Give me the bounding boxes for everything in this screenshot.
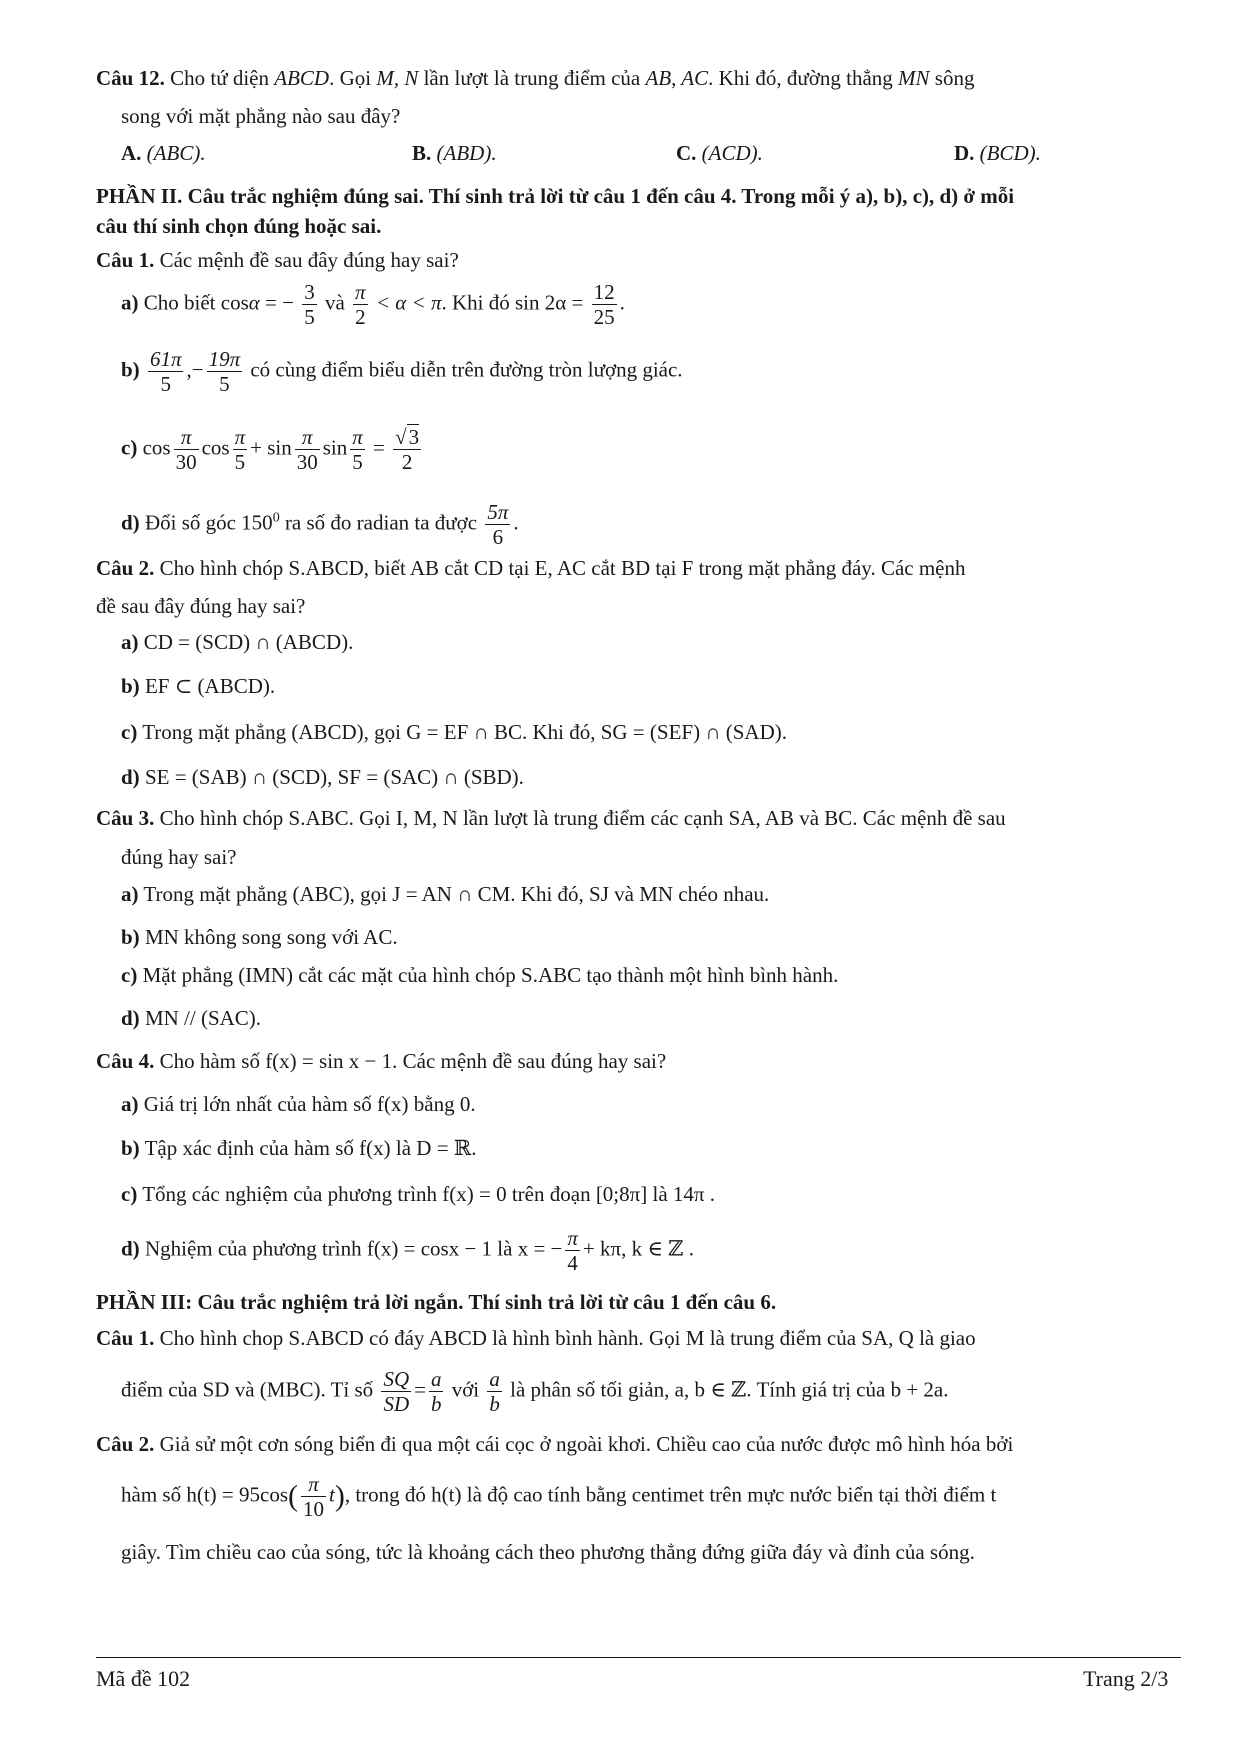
item-label: a)	[121, 290, 139, 315]
p2q2-line2: đề sau đây đúng hay sai?	[96, 594, 306, 618]
math-text: < α < π	[375, 290, 442, 315]
math-text: sin	[322, 435, 348, 460]
numerator: 19π	[208, 347, 241, 371]
question-text: , trong đó h(t) là độ cao tính bằng centimet trên mực nước biển tại thời điểm t	[344, 1482, 997, 1507]
numerator: SQ	[383, 1367, 410, 1391]
numerator: π	[355, 280, 366, 304]
option-d	[954, 141, 1041, 166]
question-text: điểm của SD và (MBC). Tỉ số	[121, 1377, 374, 1402]
question-text: Cho hàm số f(x) = sin x − 1. Các mệnh đề sau đúng hay sai?	[159, 1049, 667, 1073]
fraction	[350, 425, 365, 474]
denominator: 5	[219, 372, 230, 397]
math-text: cos	[201, 435, 230, 460]
item-text: MN // (SAC).	[144, 1006, 262, 1030]
question-text: Các mệnh đề sau đây đúng hay sai?	[159, 248, 459, 272]
question-text: Cho hình chop S.ABCD có đáy ABCD là hình bình hành. Gọi M là trung điểm của SA, Q là giao	[159, 1326, 976, 1350]
p2q4-item-c	[121, 1182, 715, 1206]
numerator: π	[352, 425, 363, 449]
item-label: d)	[121, 1236, 140, 1261]
item-label: b)	[121, 357, 140, 382]
fraction	[233, 425, 248, 474]
denominator: 30	[296, 450, 318, 475]
p2q3-item-b	[121, 925, 398, 949]
q12-line2: song với mặt phẳng nào sau đây?	[121, 104, 401, 128]
question-text: Giả sử một cơn sóng biển đi qua một cái cọc ở ngoài khơi. Chiều cao của nước được mô hình hóa bởi	[159, 1432, 1014, 1456]
question-label: Câu 2.	[96, 1432, 155, 1456]
denominator: 6	[492, 525, 504, 550]
item-text: MN không song song với AC.	[144, 925, 398, 949]
math-text: MN	[898, 66, 930, 90]
item-text: Mặt phẳng (IMN) cắt các mặt của hình chóp S.ABC tạo thành một hình bình hành.	[142, 963, 839, 987]
item-text: . Khi đó sin 2α =	[441, 290, 584, 315]
option-value: (ABD).	[436, 141, 497, 165]
item-label: d)	[121, 1006, 140, 1030]
p2q3-line1	[96, 806, 1006, 830]
numerator: √3	[395, 425, 420, 449]
math-text: = −	[259, 290, 294, 315]
item-label: d)	[121, 510, 140, 535]
question-text: Cho hình chóp S.ABC. Gọi I, M, N lần lượt là trung điểm các cạnh SA, AB và BC. Các mệnh đề sau	[159, 806, 1006, 830]
fraction	[302, 280, 317, 329]
item-label: b)	[121, 674, 140, 698]
item-text: ra số đo radian ta được	[279, 510, 478, 535]
numerator: π	[234, 425, 246, 449]
item-label: a)	[121, 630, 139, 654]
section-heading-cont: câu thí sinh chọn đúng hoặc sai.	[96, 214, 382, 238]
p2q2-item-a	[121, 630, 353, 654]
math-text: =	[414, 1377, 426, 1402]
item-text: Cho biết cos	[143, 290, 249, 315]
p3q2-line3: giây. Tìm chiều cao của sóng, tức là khoảng cách theo phương thẳng đứng giữa đáy và đỉnh của sóng.	[121, 1540, 975, 1564]
p2q4-item-d	[121, 1226, 694, 1275]
item-label: c)	[121, 963, 138, 987]
item-text: .	[619, 290, 625, 315]
item-text: Nghiệm của phương trình f(x) = cosx − 1 là x = −	[144, 1236, 563, 1261]
question-text: . Gọi	[329, 66, 377, 90]
denominator: 2	[355, 305, 366, 330]
option-label: A.	[121, 141, 142, 165]
denominator: 5	[160, 372, 171, 397]
question-text: lần lượt là trung điểm của	[418, 66, 646, 90]
p2q2-item-b	[121, 674, 275, 698]
numerator: a	[430, 1367, 442, 1391]
denominator: SD	[383, 1392, 410, 1417]
numerator: π	[174, 425, 199, 450]
section-heading: PHẦN III: Câu trắc nghiệm trả lời ngắn. Thí sinh trả lời từ câu 1 đến câu 6.	[96, 1290, 777, 1314]
question-label: Câu 4.	[96, 1049, 155, 1073]
p3q1-line2	[121, 1367, 948, 1416]
item-text: .	[513, 510, 519, 535]
item-text: Trong mặt phẳng (ABCD), gọi G = EF ∩ BC. Khi đó, SG = (SEF) ∩ (SAD).	[142, 720, 787, 744]
option-value: (BCD).	[979, 141, 1041, 165]
question-label: Câu 12.	[96, 66, 165, 90]
p3q2-line2	[121, 1472, 996, 1521]
item-label: d)	[121, 765, 140, 789]
fraction	[592, 280, 617, 329]
question-text: . Khi đó, đường thẳng	[708, 66, 899, 90]
question-label: Câu 1.	[96, 248, 155, 272]
exam-code: Mã đề 102	[96, 1666, 191, 1691]
p2q3-item-d	[121, 1006, 261, 1030]
question-text: là phân số tối giản, a, b ∈ ℤ. Tính giá trị của b + 2a.	[510, 1377, 949, 1402]
p2q1-item-c	[121, 425, 424, 474]
math-text: t	[329, 1482, 335, 1507]
item-text: có cùng điểm biểu diễn trên đường tròn lượng giác.	[250, 357, 683, 382]
question-text: sông	[929, 66, 975, 90]
option-a	[121, 141, 206, 166]
question-label: Câu 1.	[96, 1326, 155, 1350]
denominator: b	[430, 1392, 442, 1417]
item-label: a)	[121, 1092, 139, 1116]
p3q2-line1	[96, 1432, 1013, 1456]
p2q3-item-c	[121, 963, 838, 987]
item-label: c)	[121, 720, 138, 744]
item-label: c)	[121, 1182, 138, 1206]
item-label: b)	[121, 925, 140, 949]
item-text: CD = (SCD) ∩ (ABCD).	[143, 630, 354, 654]
math-text: + sin	[250, 435, 292, 460]
p2q1-line	[96, 248, 459, 272]
numerator: π	[301, 1472, 326, 1497]
option-label: D.	[954, 141, 975, 165]
option-b	[412, 141, 497, 166]
fraction	[487, 1367, 502, 1416]
option-label: C.	[676, 141, 697, 165]
item-text: Giá trị lớn nhất của hàm số f(x) bằng 0.	[143, 1092, 476, 1116]
item-text: Tổng các nghiệm của phương trình f(x) = 0 trên đoạn [0;8π] là 14π .	[142, 1182, 715, 1206]
question-text: Cho hình chóp S.ABCD, biết AB cắt CD tại E, AC cắt BD tại F trong mặt phẳng đáy. Các mệnh	[159, 556, 966, 580]
math-text: cos	[142, 435, 171, 460]
option-c	[676, 141, 763, 166]
p2q3-line2: đúng hay sai?	[121, 845, 237, 869]
numerator: π	[295, 425, 320, 450]
denominator: 5	[352, 450, 363, 475]
question-label: Câu 3.	[96, 806, 155, 830]
denominator: 5	[304, 305, 315, 330]
p3q1-line1	[96, 1326, 976, 1350]
fraction	[565, 1226, 580, 1275]
p2q1-item-b	[121, 347, 683, 396]
math-text: α	[248, 290, 260, 315]
p2q4-item-b	[121, 1136, 477, 1160]
fraction	[353, 280, 368, 329]
fraction	[295, 425, 320, 474]
math-text: AB, AC	[645, 66, 709, 90]
fraction	[485, 500, 510, 549]
item-text: Tập xác định của hàm số f(x) là D = ℝ.	[144, 1136, 477, 1160]
numerator: π	[567, 1226, 578, 1250]
fraction	[381, 1367, 411, 1416]
item-text: và	[324, 290, 345, 315]
degree-sign: 0	[272, 510, 280, 526]
numerator: 3	[304, 280, 315, 304]
item-label: a)	[121, 882, 139, 906]
fraction	[301, 1472, 326, 1521]
math-text: ,−	[186, 357, 204, 382]
numerator: a	[489, 1367, 500, 1391]
sqrt-radicand: 3	[408, 425, 420, 449]
p2q4-line	[96, 1049, 666, 1073]
item-text: Đổi số góc 150	[144, 510, 273, 535]
denominator: 5	[234, 450, 246, 475]
denominator: 2	[401, 450, 413, 475]
math-text: M, N	[376, 66, 419, 90]
p2q4-item-a	[121, 1092, 476, 1116]
p2q1-item-a	[121, 280, 625, 329]
paren-open: (	[288, 1479, 298, 1513]
question-text: hàm số h(t) = 95cos	[121, 1482, 288, 1507]
page-number: Trang 2/3	[1083, 1666, 1169, 1691]
question-text: với	[451, 1377, 480, 1402]
p2q2-line1	[96, 556, 966, 580]
math-text: =	[373, 435, 385, 460]
footer-divider	[96, 1657, 1181, 1658]
item-text: SE = (SAB) ∩ (SCD), SF = (SAC) ∩ (SBD).	[144, 765, 524, 789]
denominator: 10	[303, 1497, 324, 1522]
question-text: Cho tứ diện	[170, 66, 275, 90]
option-value: (ABC).	[146, 141, 206, 165]
p2q3-item-a	[121, 882, 769, 906]
p2q1-item-d	[121, 500, 519, 549]
option-label: B.	[412, 141, 432, 165]
question-label: Câu 2.	[96, 556, 155, 580]
item-text: Trong mặt phẳng (ABC), gọi J = AN ∩ CM. Khi đó, SJ và MN chéo nhau.	[143, 882, 770, 906]
fraction	[393, 425, 421, 474]
q12-line1	[96, 66, 974, 90]
denominator: 30	[175, 450, 197, 475]
numerator: 5π	[487, 500, 509, 524]
fraction	[207, 347, 243, 396]
denominator: b	[489, 1392, 500, 1417]
option-value: (ACD).	[701, 141, 763, 165]
item-label: b)	[121, 1136, 140, 1160]
p2q2-item-c	[121, 720, 787, 744]
item-text: + kπ, k ∈ ℤ .	[582, 1236, 694, 1261]
fraction	[148, 347, 184, 396]
section-heading: PHẦN II. Câu trắc nghiệm đúng sai. Thí sinh trả lời từ câu 1 đến câu 4. Trong mỗi ý a), b), c), d) ở mỗi	[96, 184, 1015, 208]
paren-close: )	[334, 1479, 345, 1513]
p2q2-item-d	[121, 765, 524, 789]
math-text: ABCD	[274, 66, 330, 90]
fraction	[174, 425, 199, 474]
numerator: 12	[593, 280, 615, 304]
fraction	[429, 1367, 444, 1416]
item-label: c)	[121, 435, 138, 460]
denominator: 25	[593, 305, 615, 330]
numerator: 61π	[149, 347, 182, 371]
denominator: 4	[567, 1251, 578, 1276]
item-text: EF ⊂ (ABCD).	[144, 674, 276, 698]
